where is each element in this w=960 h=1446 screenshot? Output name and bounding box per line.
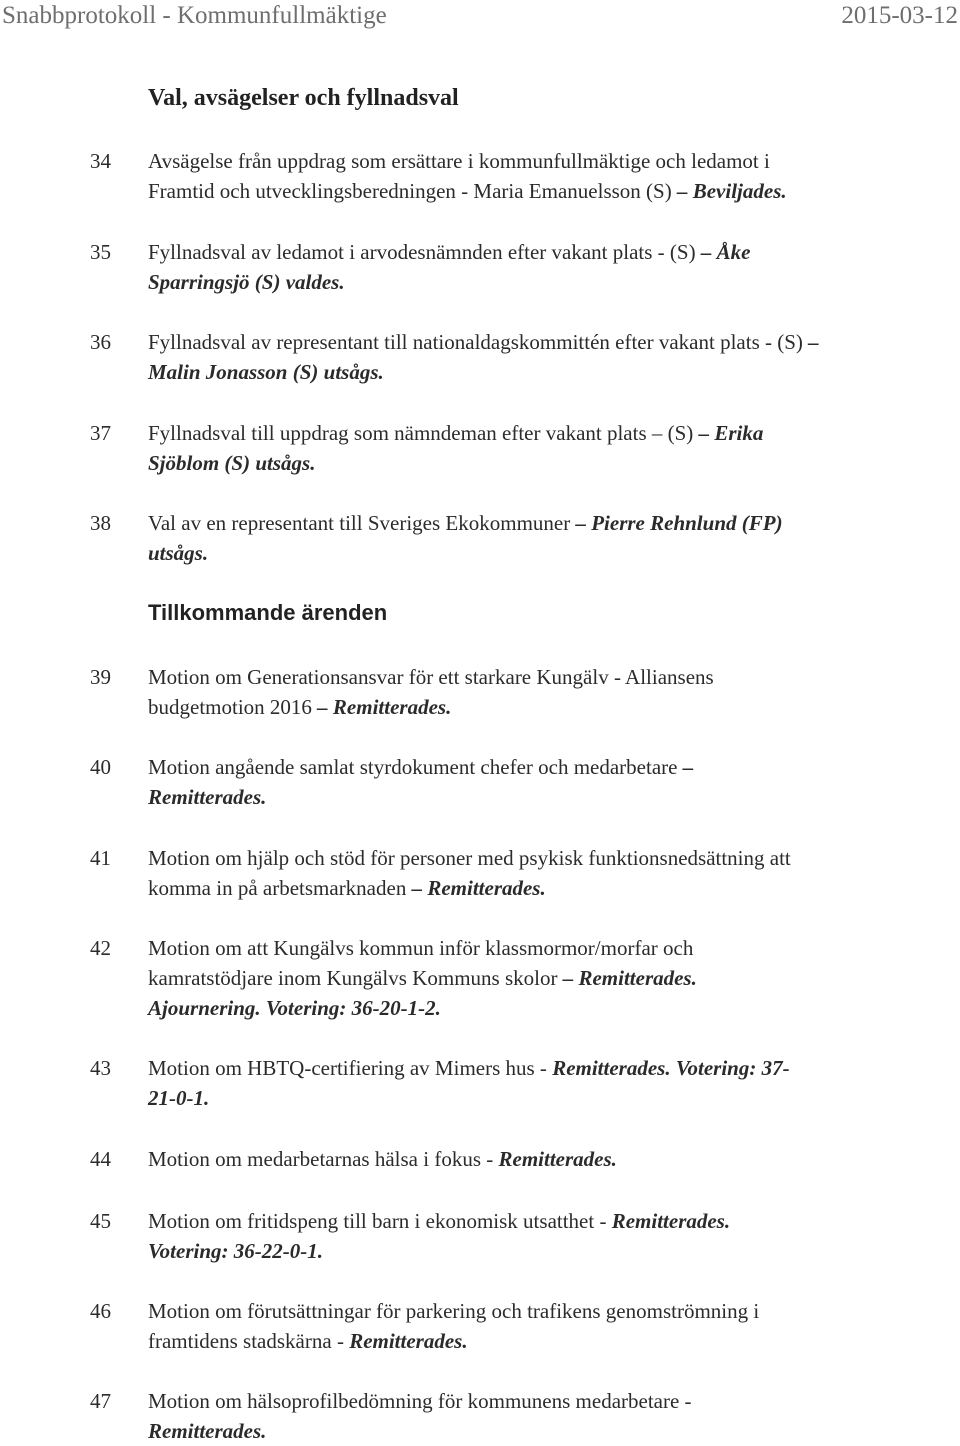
item-number: 46 [90,1299,111,1323]
item-line: Motion om fritidspeng till barn i ekonomisk utsatthet - [148,1209,612,1233]
item-text [148,146,938,206]
item-line: Val av en representant till Sveriges Ekokommuner [148,511,576,535]
item-decision: – Beviljades. [676,179,787,203]
item-decision: Sjöblom (S) utsågs. [148,451,316,475]
item-text [148,933,938,1023]
item-line: komma in på arbetsmarknaden [148,876,412,900]
item-line: Motion om Generationsansvar för ett starkare Kungälv - Alliansens [148,665,714,689]
item-number: 34 [90,149,111,173]
item-decision: Remitterades. Votering: 37- [552,1056,790,1080]
item-number: 42 [90,936,111,960]
item-line: Fyllnadsval till uppdrag som nämndeman efter vakant plats – (S) [148,421,699,445]
page-header [0,0,960,38]
item-line: Motion om hjälp och stöd för personer med psykisk funktionsnedsättning att [148,846,791,870]
item-line: Motion angående samlat styrdokument chefer och medarbetare [148,755,683,779]
item-decision: Remitterades. [611,1209,731,1233]
item-number: 44 [90,1147,111,1171]
item-decision: – Åke [700,240,751,264]
item-decision: – Remitterades. [317,695,452,719]
item-text [148,843,938,903]
section-title-tillkommande: Tillkommande ärenden [148,600,388,625]
item-decision: – Remitterades. [562,966,697,990]
item-line: kamratstödjare inom Kungälvs Kommuns skolor [148,966,563,990]
item-line: Motion om förutsättningar för parkering och trafikens genomströmning i [148,1299,760,1323]
item-decision: Remitterades. [498,1147,617,1171]
item-number: 40 [90,755,111,779]
item-line: Fyllnadsval av representant till nationaldagskommittén efter vakant plats - (S) [148,330,809,354]
item-number: 45 [90,1209,111,1233]
item-line: Motion om hälsoprofilbedömning för kommunens medarbetare - [148,1389,692,1413]
item-decision: Remitterades. [148,1419,267,1443]
item-decision: – Pierre Rehnlund (FP) [575,511,783,535]
item-decision: Remitterades. [349,1329,468,1353]
item-text [148,327,938,387]
item-line: Motion om att Kungälvs kommun inför klassmormor/morfar och [148,936,694,960]
item-text [148,752,938,812]
item-text [148,418,938,478]
item-decision: utsågs. [148,541,209,565]
item-line: budgetmotion 2016 [148,695,318,719]
item-decision: Sparringsjö (S) valdes. [148,270,345,294]
header-title: Snabbprotokoll - Kommunfullmäktige [2,2,387,29]
item-text [148,508,938,568]
item-decision: – [808,330,819,354]
item-text [148,1144,938,1174]
item-decision: – [682,755,694,779]
section-title-val: Val, avsägelser och fyllnadsval [148,85,459,111]
item-line: framtidens stadskärna - [148,1329,350,1353]
item-decision: – Erika [698,421,764,445]
item-decision: Votering: 36-22-0-1. [148,1239,323,1263]
item-decision: Ajournering. Votering: 36-20-1-2. [148,996,441,1020]
item-decision: Remitterades. [148,785,267,809]
item-line: Motion om medarbetarnas hälsa i fokus - [148,1147,499,1171]
item-line: Avsägelse från uppdrag som ersättare i kommunfullmäktige och ledamot i [148,149,770,173]
item-text [148,1206,938,1266]
item-decision: Malin Jonasson (S) utsågs. [148,360,384,384]
item-text [148,1296,938,1356]
item-number: 43 [90,1056,111,1080]
item-text [148,1053,938,1113]
item-number: 35 [90,240,111,264]
item-text [148,662,938,722]
item-number: 37 [90,421,111,445]
item-decision: – Remitterades. [411,876,546,900]
item-number: 36 [90,330,111,354]
item-line: Framtid och utvecklingsberedningen - Maria Emanuelsson (S) [148,179,677,203]
item-number: 39 [90,665,111,689]
header-date: 2015-03-12 [841,2,958,29]
item-number: 41 [90,846,111,870]
item-line: Fyllnadsval av ledamot i arvodesnämnden efter vakant plats - (S) [148,240,701,264]
item-text [148,237,938,297]
item-line: Motion om HBTQ-certifiering av Mimers hus - [148,1056,553,1080]
item-number: 47 [90,1389,111,1413]
item-number: 38 [90,511,111,535]
item-decision: 21-0-1. [148,1086,210,1110]
item-text [148,1386,938,1446]
